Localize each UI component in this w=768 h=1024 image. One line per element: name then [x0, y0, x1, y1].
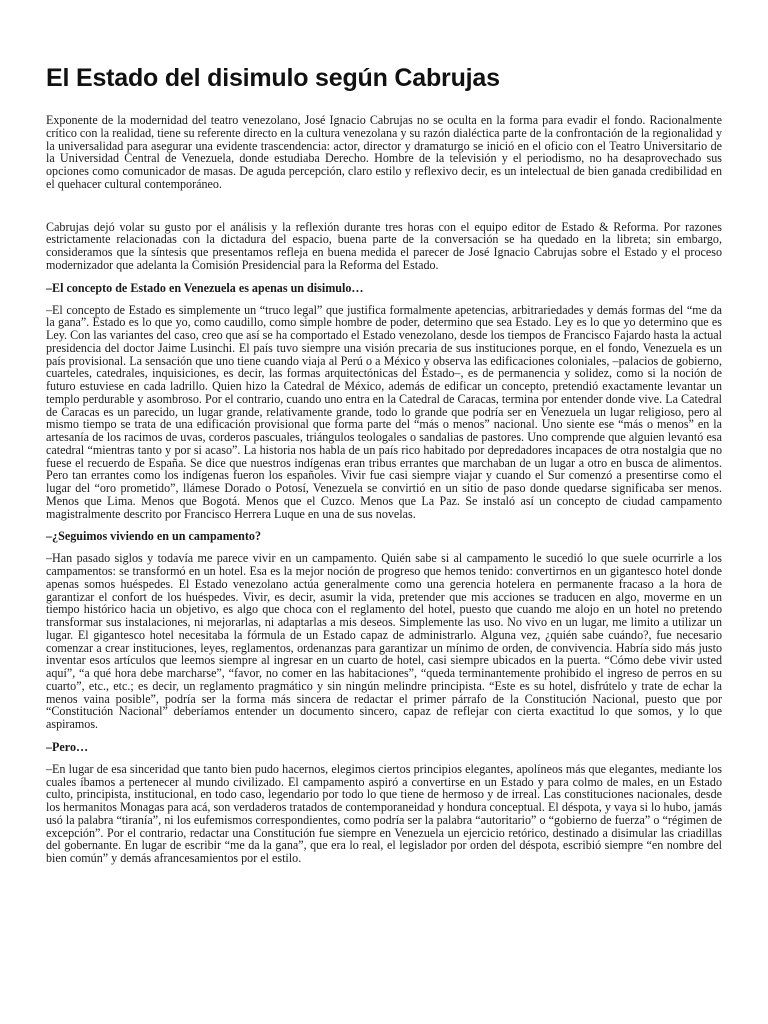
article-title: El Estado del disimulo según Cabrujas — [46, 64, 500, 92]
interview-answer-1: –El concepto de Estado es simplemente un “truco legal” que justifica formalmente apetencias, arbitrariedades y demás formas del “me da la gana”. Estado es lo que yo, como caudillo, como simple hombre de poder, determino que sea Estado. Ley es lo que yo determino que es Ley. Con las variantes del caso, creo que así se ha comportado el Estado venezolano, desde los tiempos de Francisco Fajardo hasta la actual presidencia del doctor Jaime Lusinchi. El país tuvo siempre una visión precaria de sus instituciones porque, en el fondo, Venezuela es un país provisional. La sensación que uno tiene cuando viaja al Perú o a México y observa las edificaciones coloniales, –palacios de gobierno, cuarteles, catedrales, inquisiciones, es decir, las formas arquitectónicas del Estado–, es de permanencia y solidez, como si la noción de futuro estuviese en cada ladrillo. Quien hizo la Catedral de México, además de edificar un concepto, pretendió exactamente levantar un templo perdurable y asombroso. Por el contrario, cuando uno entra en la Catedral de Caracas, termina por entender donde vive. La Catedral de Caracas es un parecido, un lugar grande, relativamente grande, todo lo grande que podría ser en Venezuela un lugar religioso, pero al mismo tiempo se trata de una edificación provisional que forma parte del “más o menos” nacional. Uno siente ese “más o menos” en la artesanía de los racimos de uvas, corderos pascuales, triángulos teologales o sandalias de pastores. Uno comprende que alguien levantó esa catedral “mientras tanto y por si acaso”. La historia nos habla de un país rico habitado por depredadores incapaces de otra nostalgia que no fuese el recuerdo de España. Se dice que nuestros indígenas eran tribus errantes que marchaban de un lugar a otro en busca de alimentos. Pero tan errantes como los indígenas fueron los españoles. Vivir fue casi siempre viajar y cuando el Sur comenzó a presentirse como el lugar del “oro prometido”, llámese Dorado o Potosí, Venezuela se convirtió en un sitio de paso donde quedarse significaba ser menos. Menos que Lima. Menos que Bogotá. Menos que el Cuzco. Menos que La Paz. Se instaló así un concepto de ciudad campamento magistralmente descrito por Francisco Herrera Luque en una de sus novelas. — [46, 302, 722, 521]
interview-question-3: –Pero… — [46, 739, 89, 754]
intro-paragraph-1: Exponente de la modernidad del teatro venezolano, José Ignacio Cabrujas no se oculta en la forma para evadir el fondo. Racionalmente crítico con la realidad, tiene su referente directo en la cultura venezolana y su razón dialéctica parte de la confrontación de la regionalidad y la universalidad para asegurar una evidente trascendencia: actor, director y dramaturgo se inició en el oficio con el Teatro Universitario de la Universidad Central de Venezuela, donde estudiaba Derecho. Hombre de la televisión y el periodismo, no ha desaprovechado sus opciones como comunicador de masas. De aguda percepción, claro estilo y reflexivo decir, es un intelectual de bien ganada credibilidad en el quehacer cultural contemporáneo. — [46, 113, 722, 191]
interview-answer-2: –Han pasado siglos y todavía me parece vivir en un campamento. Quién sabe si al campamento le sucedió lo que suele ocurrirle a los campamentos: se transformó en un hotel. Esa es la mejor noción de progreso que hemos tenido: convertirnos en un gigantesco hotel donde apenas somos huéspedes. El Estado venezolano actúa generalmente como una gerencia hotelera en permanente fracaso a la hora de garantizar el confort de los huéspedes. Vivir, es decir, asumir la vida, pretender que mis acciones se traducen en algo, moverme en un tiempo histórico hacia un objetivo, es algo que choca con el reglamento del hotel, puesto que cuando me alojo en un hotel no pretendo transformar sus instalaciones, ni mejorarlas, ni adaptarlas a mis deseos. Simplemente las uso. No vivo en un lugar, me limito a utilizar un lugar. El gigantesco hotel necesitaba la fórmula de un Estado capaz de administrarlo. Alguna vez, ¿quién sabe cuándo?, fue necesario comenzar a crear instituciones, leyes, reglamentos, ordenanzas para garantizar un mínimo de orden, de convivencia. Habría sido más justo inventar esos artículos que leemos siempre al ingresar en un cuarto de hotel, casi siempre ubicados en la puerta. “Cómo debe vivir usted aquí”, “a qué hora debe marcharse”, “favor, no comer en las habitaciones”, “queda terminantemente prohibido el ingreso de perros en su cuarto”, etc., etc.; es decir, un reglamento pragmático y sin ningún melindre principista. “Este es su hotel, disfrútelo y trate de echar la menos vaina posible”, podría ser la forma más sincera de redactar el primer párrafo de la Constitución Nacional, puesto que por “Constitución Nacional” deberíamos entender un documento sincero, capaz de reflejar con cierta exactitud lo que somos, y lo que aspiramos. — [46, 551, 722, 731]
intro-paragraph-2: Cabrujas dejó volar su gusto por el análisis y la reflexión durante tres horas con el equipo editor de Estado & Reforma. Por razones estrictamente relacionadas con la dictadura del espacio, buena parte de la conversación se ha quedado en la libreta; sin embargo, consideramos que la síntesis que presentamos refleja en buena medida el parecer de José Ignacio Cabrujas sobre el Estado y el proceso modernizador que adelanta la Comisión Presidencial para la Reforma del Estado. — [46, 219, 722, 272]
interview-answer-3: –En lugar de esa sinceridad que tanto bien pudo hacernos, elegimos ciertos principios elegantes, apolíneos más que elegantes, mediante los cuales íbamos a pertenecer al mundo civilizado. El campamento aspiró a convertirse en un Estado y para colmo de males, en un Estado culto, principista, institucional, en todo caso, legendario por todo lo que tiene de hermoso y de irreal. Las constituciones nacionales, desde los hermanitos Monagas para acá, son verdaderos tratados de contemporaneidad y hondura conceptual. El déspota, y vaya si lo hubo, jamás usó la palabra “tiranía”, ni los eufemismos correspondientes, como podría ser la palabra “autoritario” o “gobierno de fuerza” o “régimen de excepción”. Por el contrario, redactar una Constitución fue siempre en Venezuela un ejercicio retórico, destinado a disimular las criadillas del gobernante. En lugar de escribir “me da la gana”, que era lo real, el legislador por orden del déspota, escribió siempre “en nombre del bien común” y demás afrancesamientos por el estilo. — [46, 761, 722, 865]
interview-question-2: –¿Seguimos viviendo en un campamento? — [46, 529, 262, 544]
interview-question-1: –El concepto de Estado en Venezuela es apenas un disimulo… — [46, 280, 364, 295]
